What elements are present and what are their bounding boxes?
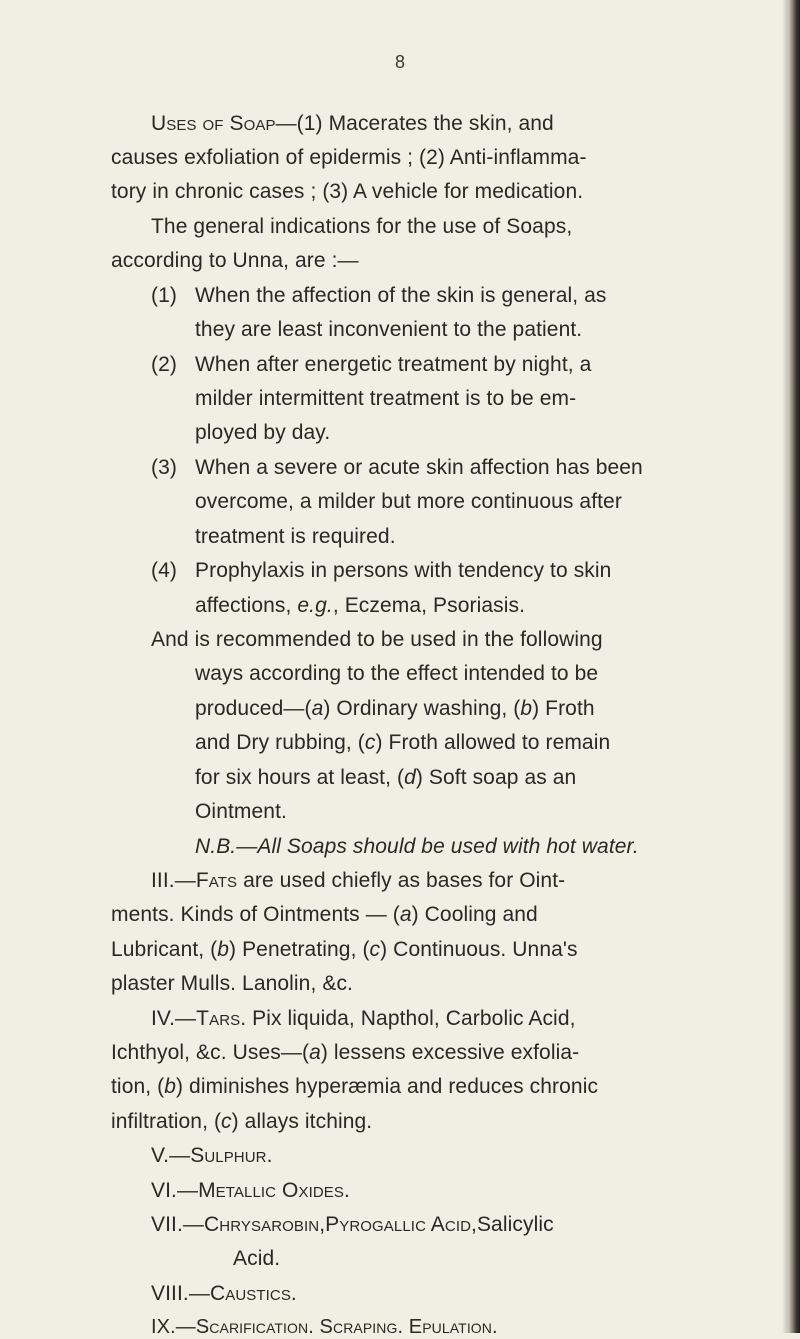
section-scarification: IX.—Scarification. Scraping. Epulation. (151, 1316, 498, 1338)
recommended-line-2: ways according to the effect intended to be (195, 662, 599, 685)
indication-4-line-2: affections, e.g., Eczema, Psoriasis. (195, 594, 526, 617)
tars-line-2: Ichthyol, &c. Uses—(a) lessens excessive exfolia- (111, 1041, 580, 1064)
recommended-line-3: produced—(a) Ordinary washing, (b) Froth (195, 697, 595, 720)
indication-2-number: (2) (151, 353, 177, 376)
section-metallic-oxides: VI.—Metallic Oxides. (151, 1179, 350, 1202)
indication-1-line-2: they are least inconvenient to the patient. (195, 318, 583, 341)
page-edge-shade (782, 0, 788, 1333)
uses-of-soap-line-2: causes exfoliation of epidermis ; (2) Anti-inflamma- (111, 146, 587, 169)
indication-3-number: (3) (151, 456, 177, 479)
indication-3-line-3: treatment is required. (195, 525, 396, 548)
indication-2-line-1: When after energetic treatment by night, a (195, 353, 592, 376)
indication-2-line-3: ployed by day. (195, 421, 331, 444)
tars-line-4: infiltration, (c) allays itching. (111, 1110, 373, 1133)
page-number: 8 (394, 52, 405, 72)
fats-line-1: III.—Fats are used chiefly as bases for Oint- (151, 869, 566, 892)
uses-of-soap-line-3: tory in chronic cases ; (3) A vehicle for medication. (111, 180, 584, 203)
section-sulphur: V.—Sulphur. (151, 1144, 273, 1167)
uses-of-soap-line-1: Uses of Soap—(1) Macerates the skin, and (151, 112, 554, 135)
indication-3-line-2: overcome, a milder but more continuous after (195, 490, 622, 513)
indication-2-line-2: milder intermittent treatment is to be em- (195, 387, 577, 410)
recommended-line-5: for six hours at least, (d) Soft soap as an (195, 766, 577, 789)
section-chrysarobin-cont: Acid. (233, 1247, 281, 1270)
fats-heading: Fats (195, 869, 238, 892)
indications-intro-line-1: The general indications for the use of Soaps, (151, 215, 573, 238)
tars-line-3: tion, (b) diminishes hyperæmia and reduces chronic (111, 1075, 599, 1098)
tars-heading: Tars. (196, 1007, 247, 1030)
nb-note: N.B.—All Soaps should be used with hot water. (195, 835, 639, 858)
fats-line-2: ments. Kinds of Ointments — (a) Cooling and (111, 903, 538, 926)
indication-4-line-1: Prophylaxis in persons with tendency to skin (195, 559, 612, 582)
page-edge-shadow (788, 0, 800, 1333)
indication-1-line-1: When the affection of the skin is general, as (195, 284, 607, 307)
fats-line-3: Lubricant, (b) Penetrating, (c) Continuous. Unna's (111, 938, 578, 961)
section-caustics: VIII.—Caustics. (151, 1282, 297, 1305)
indications-intro-line-2: according to Unna, are :— (111, 249, 359, 272)
fats-line-4: plaster Mulls. Lanolin, &c. (111, 972, 353, 995)
recommended-line-4: and Dry rubbing, (c) Froth allowed to remain (195, 731, 611, 754)
recommended-line-1: And is recommended to be used in the following (151, 628, 603, 651)
section-chrysarobin: VII.—Chrysarobin,Pyrogallic Acid,Salicylic (151, 1213, 554, 1236)
tars-line-1: IV.—Tars. Pix liquida, Napthol, Carbolic Acid, (151, 1007, 576, 1030)
indication-4-number: (4) (151, 559, 177, 582)
recommended-line-6: Ointment. (195, 800, 287, 823)
indication-1-number: (1) (151, 284, 177, 307)
uses-of-soap-heading: Uses of Soap (151, 112, 276, 135)
indication-3-line-1: When a severe or acute skin affection has been (195, 456, 643, 479)
